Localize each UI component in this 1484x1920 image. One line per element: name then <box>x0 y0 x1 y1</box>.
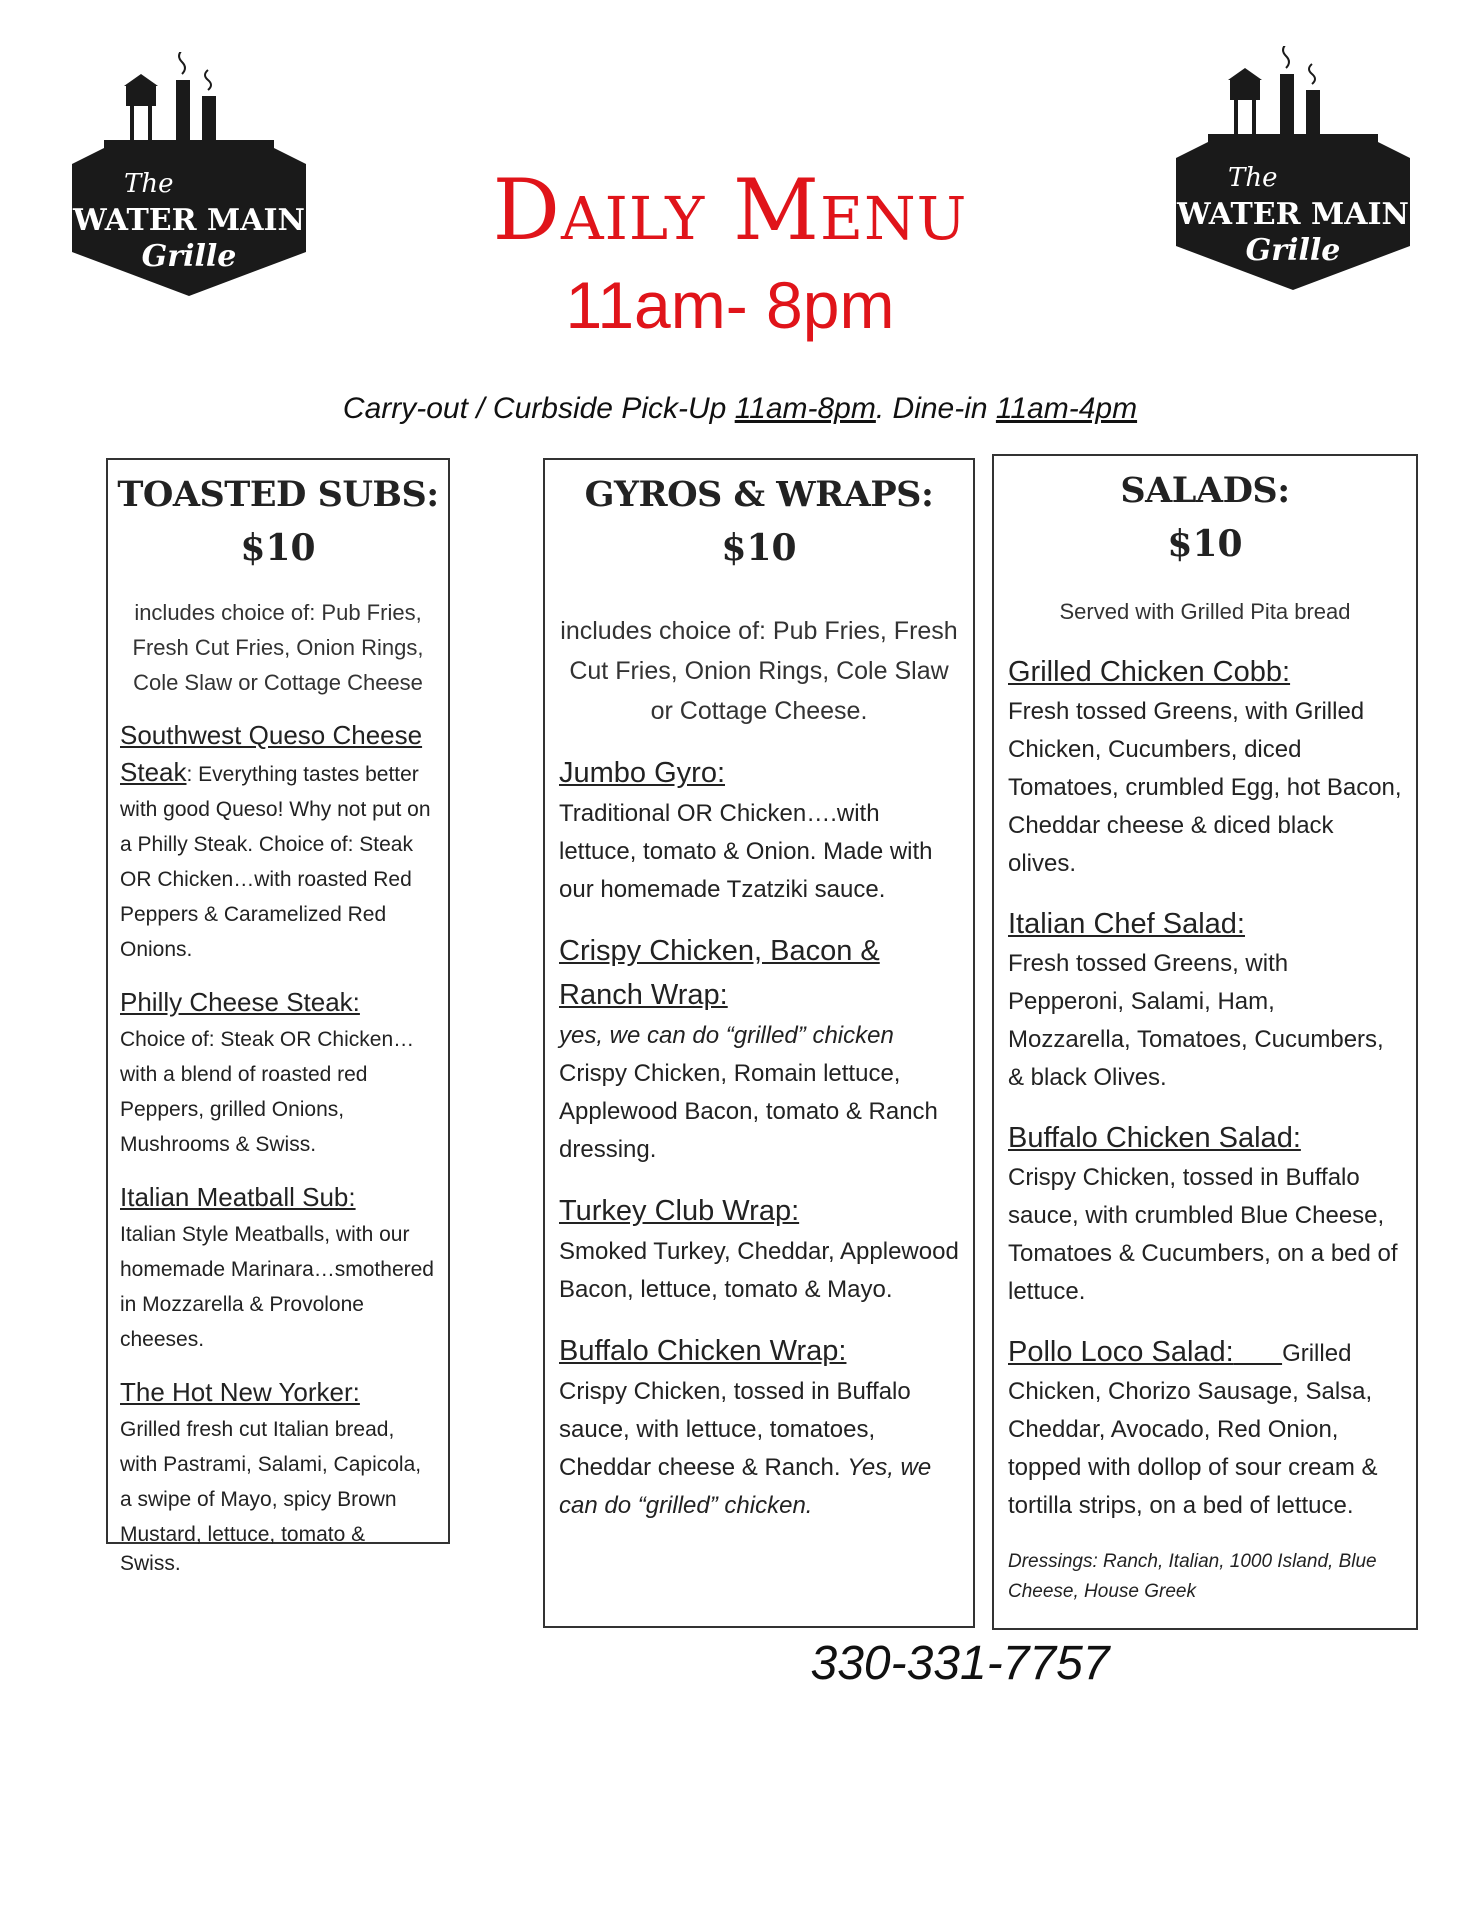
menu-item <box>1008 903 1402 1097</box>
item-description: Traditional OR Chicken….with lettuce, tomato & Onion. Made with our homemade Tzatziki sauce. <box>559 800 933 903</box>
item-description: Grilled Chicken, Chorizo Sausage, Salsa, Cheddar, Avocado, Red Onion, topped with dollop of sour cream & tortilla strips, on a bed of lettuce. <box>1008 1340 1378 1519</box>
item-note: Yes, we can do “grilled” chicken. <box>559 1454 932 1519</box>
item-description: Fresh tossed Greens, with Grilled Chicken, Cucumbers, diced Tomatoes, crumbled Egg, hot Bacon, Cheddar cheese & diced black olives. <box>1008 698 1402 877</box>
item-name: The Hot New Yorker: <box>120 1377 360 1407</box>
item-description: Crispy Chicken, Romain lettuce, Applewood Bacon, tomato & Ranch dressing. <box>559 1060 938 1163</box>
menu-item <box>120 718 436 967</box>
item-name: Southwest Queso Cheese <box>120 720 423 750</box>
menu-item <box>559 929 959 1169</box>
menu-item <box>120 985 436 1162</box>
item-name: Grilled Chicken Cobb: <box>1008 656 1291 688</box>
water-main-grille-logo-right <box>1168 46 1418 296</box>
section-price: $10 <box>721 527 797 569</box>
item-description-overflow: Swiss. <box>120 1552 181 1575</box>
item-name: Buffalo Chicken Wrap: <box>559 1335 847 1367</box>
item-name: Steak <box>120 757 187 787</box>
item-name: Philly Cheese Steak: <box>120 987 360 1017</box>
item-name: Crispy Chicken, Bacon & Ranch Wrap: <box>559 935 880 1011</box>
item-name: Turkey Club Wrap: <box>559 1195 800 1227</box>
section-price: $10 <box>240 527 316 569</box>
menu-item <box>1008 1117 1402 1311</box>
menu-item <box>559 1189 959 1309</box>
item-description: Crispy Chicken, tossed in Buffalo sauce, with crumbled Blue Cheese, Tomatoes & Cucumbers, on a bed of lettuce. <box>1008 1164 1398 1305</box>
menu-title: Daily Menu <box>492 161 968 259</box>
item-name: Italian Meatball Sub: <box>120 1182 356 1212</box>
water-main-grille-logo-left <box>64 52 314 302</box>
section-heading: TOASTED SUBS: <box>117 474 439 515</box>
section-heading: SALADS: <box>1120 470 1290 511</box>
item-description: : Everything tastes better with good Queso! Why not put on a Philly Steak. Choice of: Steak OR Chicken…with roasted Red Peppers & Caramelized Red Onions. <box>120 763 431 961</box>
item-description: Italian Style Meatballs, with our homemade Marinara…smothered in Mozzarella & Provolone cheeses. <box>120 1223 434 1351</box>
dressings-note: Dressings: Ranch, Italian, 1000 Island, Blue Cheese, House Greek <box>1008 1551 1377 1602</box>
item-name: Jumbo Gyro: <box>559 757 725 789</box>
menu-item <box>1008 1331 1402 1525</box>
gyros-wraps-panel <box>543 458 975 1628</box>
logo-water-main: WATER MAIN <box>1177 197 1409 232</box>
item-note: yes, we can do “grilled” chicken <box>559 1022 894 1049</box>
menu-item <box>559 1329 959 1525</box>
logo-grille: Grille <box>141 239 237 274</box>
carryout-hours: 11am-8pm <box>734 392 876 425</box>
section-heading: GYROS & WRAPS: <box>584 474 934 515</box>
dinein-label: . Dine-in <box>875 392 996 425</box>
item-description: Choice of: Steak OR Chicken…with a blend of roasted red Peppers, grilled Onions, Mushrooms & Swiss. <box>120 1028 415 1156</box>
item-description: Fresh tossed Greens, with Pepperoni, Salami, Ham, Mozzarella, Tomatoes, Cucumbers, & black Olives. <box>1008 950 1384 1091</box>
item-description: Smoked Turkey, Cheddar, Applewood Bacon, lettuce, tomato & Mayo. <box>559 1238 959 1303</box>
menu-item <box>120 1375 436 1552</box>
menu-hours: 11am- 8pm <box>565 268 895 342</box>
salads-panel <box>992 454 1418 1630</box>
menu-item <box>559 751 959 909</box>
item-name: Italian Chef Salad: <box>1008 908 1245 940</box>
item-description: Crispy Chicken, tossed in Buffalo sauce, with lettuce, tomatoes, Cheddar cheese & Ranch. <box>559 1378 911 1481</box>
phone-number: 330-331-7757 <box>810 1637 1110 1690</box>
logo-water-main: WATER MAIN <box>73 203 305 238</box>
service-hours-line <box>100 392 1380 426</box>
section-price: $10 <box>1167 523 1243 565</box>
item-name-gap <box>1234 1336 1282 1368</box>
served-with-note: Served with Grilled Pita bread <box>1059 599 1351 624</box>
carryout-label: Carry-out / Curbside Pick-Up <box>342 392 735 425</box>
logo-grille: Grille <box>1245 233 1341 268</box>
sides-note: includes choice of: Pub Fries, Fresh Cut Fries, Onion Rings, Cole Slaw or Cottage Cheese. <box>560 617 958 725</box>
sides-note: includes choice of: Pub Fries, Fresh Cut Fries, Onion Rings, Cole Slaw or Cottage Cheese <box>132 600 424 695</box>
logo-the: The <box>124 169 174 199</box>
menu-item <box>120 1180 436 1357</box>
item-name: Pollo Loco Salad: <box>1008 1336 1234 1368</box>
item-description: Grilled fresh cut Italian bread, with Pastrami, Salami, Capicola, a swipe of Mayo, spicy Brown Mustard, lettuce, tomato & <box>120 1418 422 1546</box>
item-name: Buffalo Chicken Salad: <box>1008 1122 1301 1154</box>
dinein-hours: 11am-4pm <box>995 392 1138 425</box>
menu-item <box>1008 651 1402 883</box>
toasted-subs-panel <box>106 458 450 1575</box>
logo-the: The <box>1228 163 1278 193</box>
